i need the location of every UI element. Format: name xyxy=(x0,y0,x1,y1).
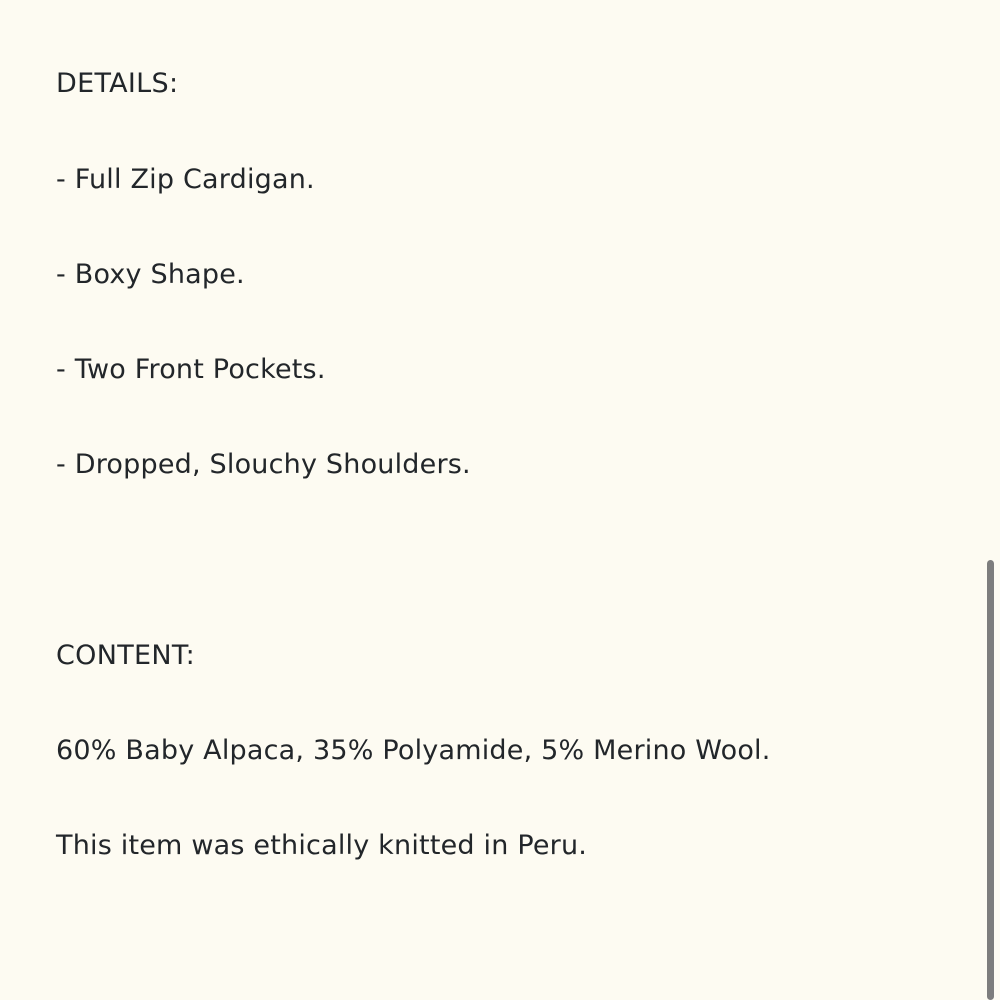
details-item: - Boxy Shape. xyxy=(56,259,245,290)
details-heading: DETAILS: xyxy=(56,68,179,99)
vertical-scrollbar[interactable] xyxy=(986,0,1000,1000)
details-item: - Dropped, Slouchy Shoulders. xyxy=(56,449,471,480)
content-composition: 60% Baby Alpaca, 35% Polyamide, 5% Merino Wool. xyxy=(56,735,771,766)
details-item: - Two Front Pockets. xyxy=(56,354,326,385)
details-item: - Full Zip Cardigan. xyxy=(56,164,315,195)
scrollbar-thumb[interactable] xyxy=(987,560,994,1000)
content-origin: This item was ethically knitted in Peru. xyxy=(56,830,588,861)
content-heading: CONTENT: xyxy=(56,640,196,671)
